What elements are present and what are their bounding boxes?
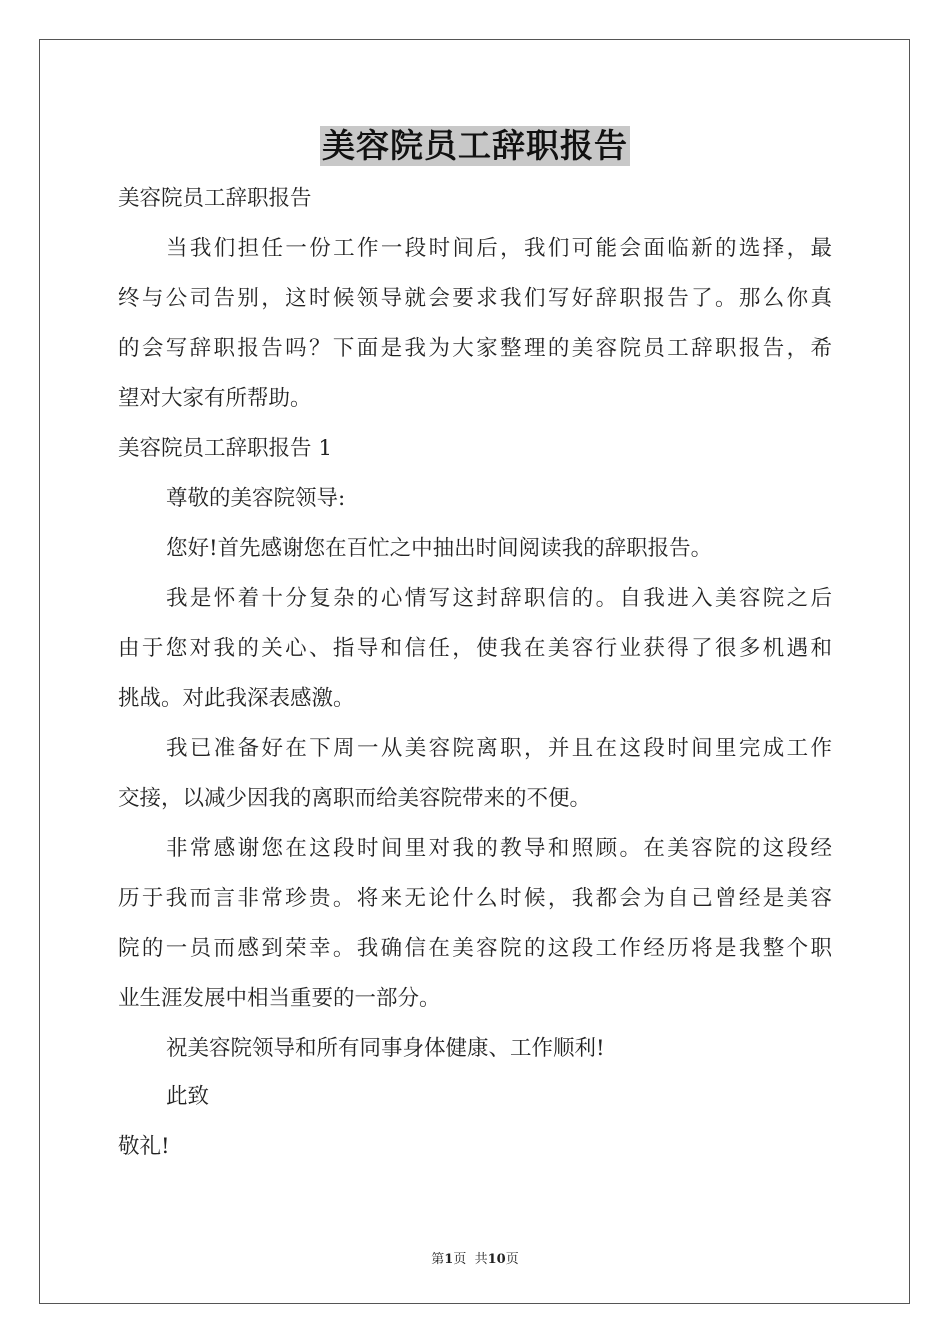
paragraph-line: 我已准备好在下周一从美容院离职，并且在这段时间里完成工作 (166, 736, 832, 761)
paragraph-line: 我是怀着十分复杂的心情写这封辞职信的。自我进入美容院之后 (166, 586, 832, 611)
paragraph-line: 历于我而言非常珍贵。将来无论什么时候，我都会为自己曾经是美容 (118, 886, 832, 911)
paragraph-line: 院的一员而感到荣幸。我确信在美容院的这段工作经历将是我整个职 (118, 936, 832, 961)
footer-prefix: 第 (431, 1252, 445, 1267)
page-border (39, 39, 910, 1304)
title-container (0, 126, 950, 166)
paragraph-line: 非常感谢您在这段时间里对我的教导和照顾。在美容院的这段经 (166, 836, 832, 861)
closing-line: 此致 (166, 1084, 210, 1109)
intro-line: 望对大家有所帮助。 (118, 386, 312, 411)
paragraph-line: 由于您对我的关心、指导和信任，使我在美容行业获得了很多机遇和 (118, 636, 832, 661)
document-subtitle: 美容院员工辞职报告 (118, 186, 312, 211)
intro-line: 当我们担任一份工作一段时间后，我们可能会面临新的选择，最 (166, 236, 832, 261)
section-heading: 美容院员工辞职报告 1 (118, 436, 333, 461)
paragraph-line: 业生涯发展中相当重要的一部分。 (118, 986, 441, 1011)
greeting: 您好!首先感谢您在百忙之中抽出时间阅读我的辞职报告。 (166, 536, 713, 561)
paragraph-line: 交接，以减少因我的离职而给美容院带来的不便。 (118, 786, 592, 811)
paragraph-line: 挑战。对此我深表感激。 (118, 686, 355, 711)
footer-mid: 页 共 (453, 1252, 488, 1267)
page-footer (0, 1248, 950, 1267)
closing-regards: 敬礼! (118, 1134, 170, 1159)
footer-current-page: 1 (444, 1252, 454, 1267)
intro-line: 的会写辞职报告吗？下面是我为大家整理的美容院员工辞职报告，希 (118, 336, 832, 361)
document-title: 美容院员工辞职报告 (322, 126, 628, 165)
footer-suffix: 页 (505, 1252, 519, 1267)
salutation: 尊敬的美容院领导: (166, 486, 346, 511)
wishes: 祝美容院领导和所有同事身体健康、工作顺利! (166, 1036, 605, 1061)
intro-line: 终与公司告别，这时候领导就会要求我们写好辞职报告了。那么你真 (118, 286, 832, 311)
footer-total-pages: 10 (487, 1252, 506, 1267)
